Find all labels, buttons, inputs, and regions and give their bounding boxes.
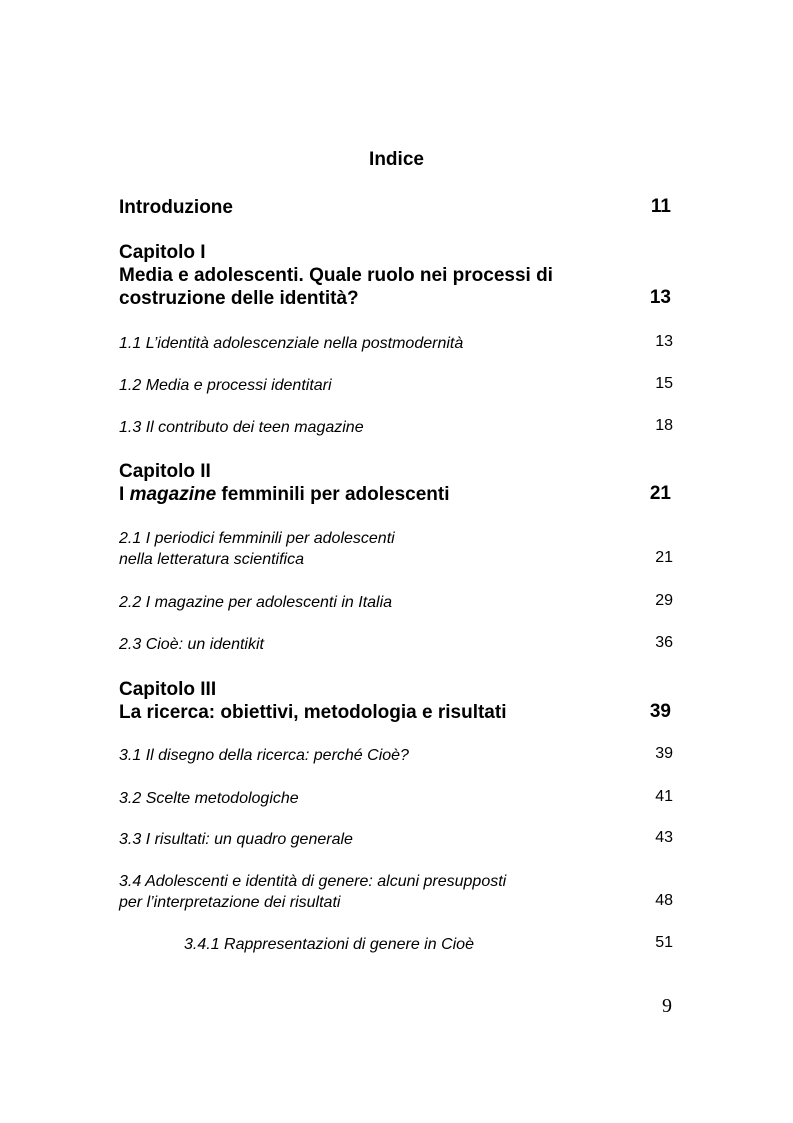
- chapter-3-heading[interactable]: Capitolo III: [119, 679, 217, 700]
- chapter-3-page: 39: [649, 701, 671, 722]
- toc-intro-page: 11: [650, 196, 671, 217]
- toc-section-3-4-1[interactable]: 3.4.1 Rappresentazioni di genere in Cioè: [184, 936, 474, 953]
- toc-intro-label[interactable]: Introduzione: [119, 197, 233, 218]
- toc-section-2-1-line2[interactable]: nella letteratura scientifica: [119, 551, 304, 568]
- toc-section-2-3-page: 36: [655, 634, 673, 651]
- chapter-2-title-emphasis: magazine: [129, 484, 217, 505]
- toc-section-3-4-page: 48: [655, 892, 673, 909]
- toc-section-3-4-line1[interactable]: 3.4 Adolescenti e identità di genere: alcuni presupposti: [119, 873, 507, 890]
- toc-section-3-3-page: 43: [655, 829, 673, 846]
- chapter-2-title[interactable]: [119, 483, 450, 506]
- toc-section-3-4-line2[interactable]: per l’interpretazione dei risultati: [119, 894, 341, 911]
- page-title: Indice: [369, 149, 424, 170]
- chapter-3-title[interactable]: La ricerca: obiettivi, metodologia e risultati: [119, 702, 507, 723]
- toc-section-1-1-page: 13: [655, 333, 673, 350]
- chapter-2-heading[interactable]: Capitolo II: [119, 461, 211, 482]
- toc-section-2-1-page: 21: [655, 549, 673, 566]
- toc-section-1-3-page: 18: [655, 417, 673, 434]
- chapter-2-title-suffix: femminili per adolescenti: [216, 484, 450, 505]
- toc-section-3-1-page: 39: [655, 745, 673, 762]
- toc-section-2-2-page: 29: [655, 592, 673, 609]
- toc-section-1-1[interactable]: 1.1 L’identità adolescenziale nella postmodernità: [119, 335, 464, 352]
- toc-section-3-1[interactable]: 3.1 Il disegno della ricerca: perché Cioè?: [119, 747, 409, 764]
- chapter-1-heading[interactable]: Capitolo I: [119, 242, 206, 263]
- toc-section-3-3[interactable]: 3.3 I risultati: un quadro generale: [119, 831, 353, 848]
- chapter-2-page: 21: [649, 483, 671, 504]
- chapter-1-title-line1[interactable]: Media e adolescenti. Quale ruolo nei processi di: [119, 265, 553, 286]
- toc-section-3-2[interactable]: 3.2 Scelte metodologiche: [119, 790, 299, 807]
- page-number: 9: [662, 995, 672, 1017]
- toc-section-3-4-1-page: 51: [655, 934, 673, 951]
- toc-section-2-3[interactable]: 2.3 Cioè: un identikit: [119, 636, 264, 653]
- toc-section-2-2[interactable]: 2.2 I magazine per adolescenti in Italia: [119, 594, 393, 611]
- chapter-1-title-line2[interactable]: costruzione delle identità?: [119, 288, 359, 309]
- toc-section-1-3[interactable]: 1.3 Il contributo dei teen magazine: [119, 419, 364, 436]
- toc-section-2-1-line1[interactable]: 2.1 I periodici femminili per adolescenti: [119, 530, 395, 547]
- chapter-2-title-prefix: I: [119, 484, 130, 505]
- chapter-1-page: 13: [649, 287, 671, 308]
- toc-section-1-2[interactable]: 1.2 Media e processi identitari: [119, 377, 332, 394]
- toc-section-3-2-page: 41: [655, 788, 673, 805]
- toc-section-1-2-page: 15: [655, 375, 673, 392]
